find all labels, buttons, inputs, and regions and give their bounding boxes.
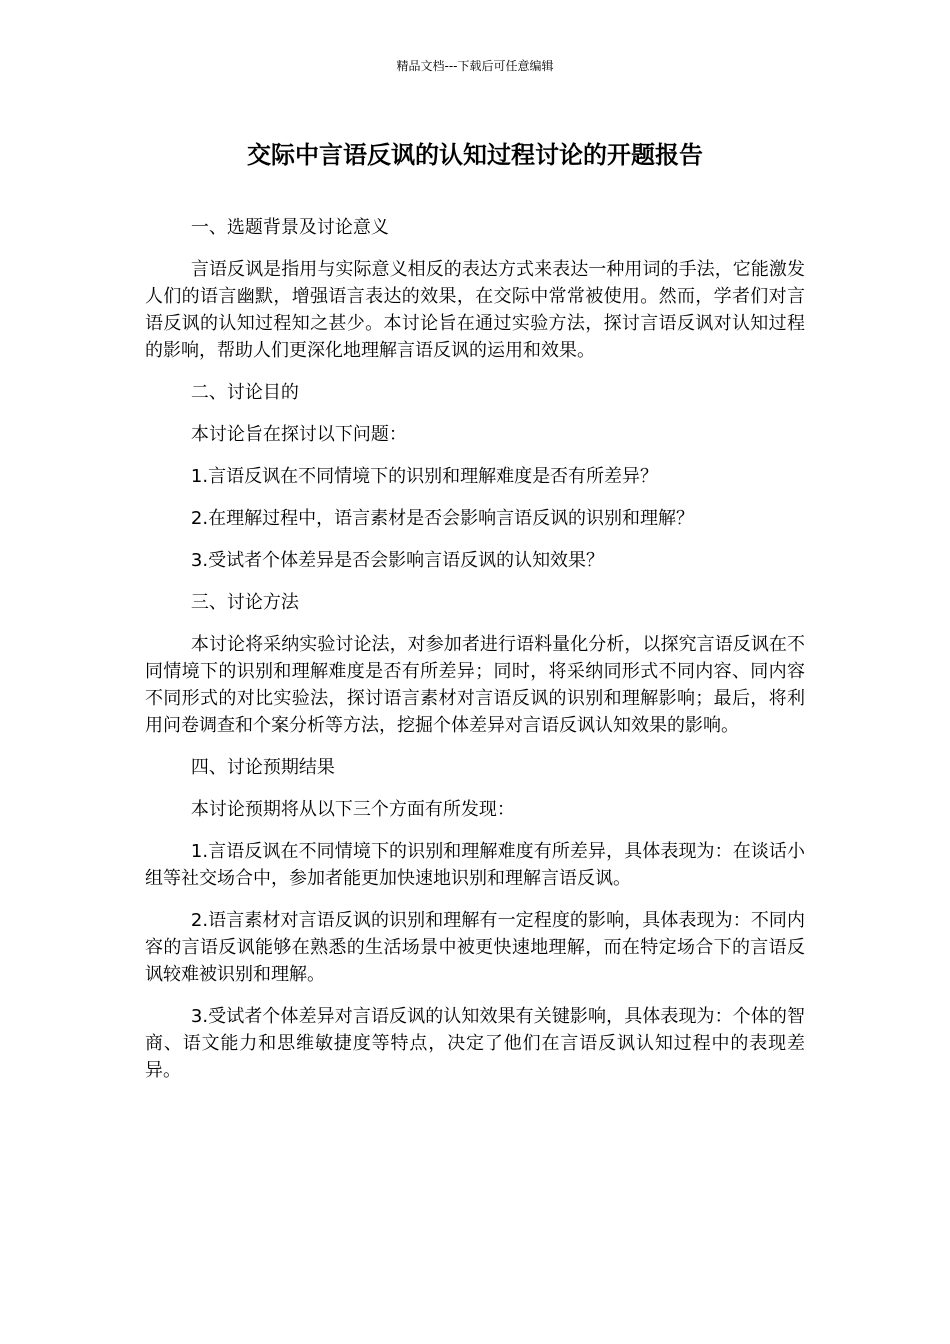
document-title: 交际中言语反讽的认知过程讨论的开题报告 xyxy=(247,141,703,169)
body-paragraph: 本讨论将采纳实验讨论法，对参加者进行语料量化分析，以探究言语反讽在不同情境下的识别和理解难度是否有所差异；同时，将采纳同形式不同内容、同内容不同形式的对比实验法，探讨语言素材对言语反讽的识别和理解影响；最后，将利用问卷调查和个案分析等方法，挖掘个体差异对言语反讽认知效果的影响。 xyxy=(145,634,805,736)
section-heading: 二、讨论目的 xyxy=(190,382,299,403)
body-paragraph: 本讨论旨在探讨以下问题： xyxy=(190,424,407,445)
body-paragraph: 本讨论预期将从以下三个方面有所发现： xyxy=(190,799,515,820)
list-item: 2.语言素材对言语反讽的识别和理解有一定程度的影响，具体表现为：不同内容的言语反讽能够在熟悉的生活场景中被更快速地理解，而在特定场合下的言语反讽较难被识别和理解。 xyxy=(145,910,805,985)
section-heading: 一、选题背景及讨论意义 xyxy=(190,217,389,238)
section-heading: 四、讨论预期结果 xyxy=(190,757,335,778)
list-item: 2.在理解过程中，语言素材是否会影响言语反讽的识别和理解？ xyxy=(190,508,695,529)
body-paragraph: 言语反讽是指用与实际意义相反的表达方式来表达一种用词的手法，它能激发人们的语言幽默，增强语言表达的效果，在交际中常常被使用。然而，学者们对言语反讽的认知过程知之甚少。本讨论旨在通过实验方法，探讨言语反讽对认知过程的影响，帮助人们更深化地理解言语反讽的运用和效果。 xyxy=(145,259,805,361)
document-body xyxy=(145,214,805,1099)
list-item: 1.言语反讽在不同情境下的识别和理解难度是否有所差异？ xyxy=(190,466,659,487)
section-heading: 三、讨论方法 xyxy=(190,592,299,613)
list-item: 1.言语反讽在不同情境下的识别和理解难度有所差异，具体表现为：在谈话小组等社交场合中，参加者能更加快速地识别和理解言语反讽。 xyxy=(145,841,805,889)
list-item: 3.受试者个体差异是否会影响言语反讽的认知效果？ xyxy=(190,550,605,571)
list-item: 3.受试者个体差异对言语反讽的认知效果有关键影响，具体表现为：个体的智商、语文能力和思维敏捷度等特点，决定了他们在言语反讽认知过程中的表现差异。 xyxy=(145,1006,805,1081)
page-header: 精品文档---下载后可任意编辑 xyxy=(396,59,554,73)
